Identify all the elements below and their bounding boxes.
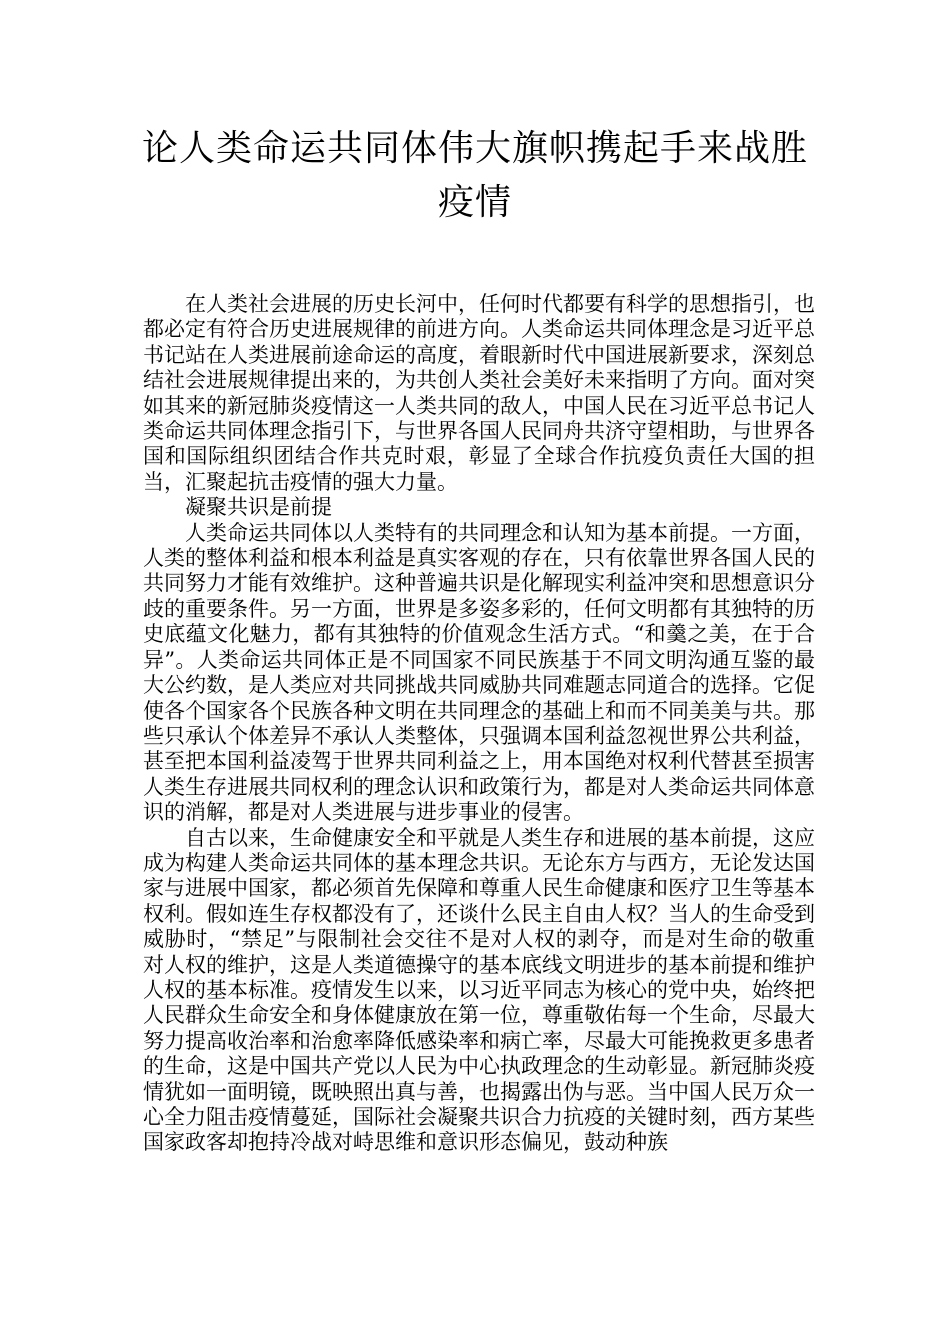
paragraph-consensus: 人类命运共同体以人类特有的共同理念和认知为基本前提。一方面，人类的整体利益和根本利益是真实客观的存在，只有依靠世界各国人民的共同努力才能有效维护。这种普遍共识是化解现实利益冲突和思想意识分歧的重要条件。另一方面，世界是多姿多彩的，任何文明都有其独特的历史底蕴文化魅力，都有其独特的价值观念生活方式。“和羹之美，在于合异”。人类命运共同体正是不同国家不同民族基于不同文明沟通互鉴的最大公约数，是人类应对共同挑战共同威胁共同难题志同道合的选择。它促使各个国家各个民族各种文明在共同理念的基础上和而不同美美与共。那些只承认个体差异不承认人类整体，只强调本国利益忽视世界公共利益，甚至把本国利益凌驾于世界共同利益之上，用本国绝对权利代替甚至损害人类生存进展共同权利的理念认识和政策行为，都是对人类命运共同体意识的消解，都是对人类进展与进步事业的侵害。 bbox=[143, 520, 815, 825]
section-heading: 凝聚共识是前提 bbox=[185, 495, 332, 520]
paragraph-life-safety: 自古以来，生命健康安全和平就是人类生存和进展的基本前提，这应成为构建人类命运共同体的基本理念共识。无论东方与西方，无论发达国家与进展中国家，都必须首先保障和尊重人民生命健康和医疗卫生等基本权利。假如连生存权都没有了，还谈什么民主自由人权？当人的生命受到威胁时，“禁足”与限制社会交往不是对人权的剥夺，而是对生命的敬重对人权的维护，这是人类道德操守的基本底线文明进步的基本前提和维护人权的基本标准。疫情发生以来，以习近平同志为核心的党中央，始终把人民群众生命安全和身体健康放在第一位，尊重敬佑每一个生命，尽最大努力提高收治率和治愈率降低感染率和病亡率，尽最大可能挽救更多患者的生命，这是中国共产党以人民为中心执政理念的生动彰显。新冠肺炎疫情犹如一面明镜，既映照出真与善，也揭露出伪与恶。当中国人民万众一心全力阻击疫情蔓延，国际社会凝聚共识合力抗疫的关键时刻，西方某些国家政客却抱持冷战对峙思维和意识形态偏见，鼓动种族 bbox=[143, 825, 815, 1155]
document-body bbox=[143, 292, 815, 1156]
paragraph-intro: 在人类社会进展的历史长河中，任何时代都要有科学的思想指引，也都必定有符合历史进展规律的前进方向。人类命运共同体理念是习近平总书记站在人类进展前途命运的高度，着眼新时代中国进展新要求，深刻总结社会进展规律提出来的，为共创人类社会美好未来指明了方向。面对突如其来的新冠肺炎疫情这一人类共同的敌人，中国人民在习近平总书记人类命运共同体理念指引下，与世界各国人民同舟共济守望相助，与世界各国和国际组织团结合作共克时艰，彰显了全球合作抗疫负责任大国的担当，汇聚起抗击疫情的强大力量。 bbox=[143, 292, 815, 494]
document-title: 论人类命运共同体伟大旗帜携起手来战胜疫情 bbox=[141, 128, 808, 223]
